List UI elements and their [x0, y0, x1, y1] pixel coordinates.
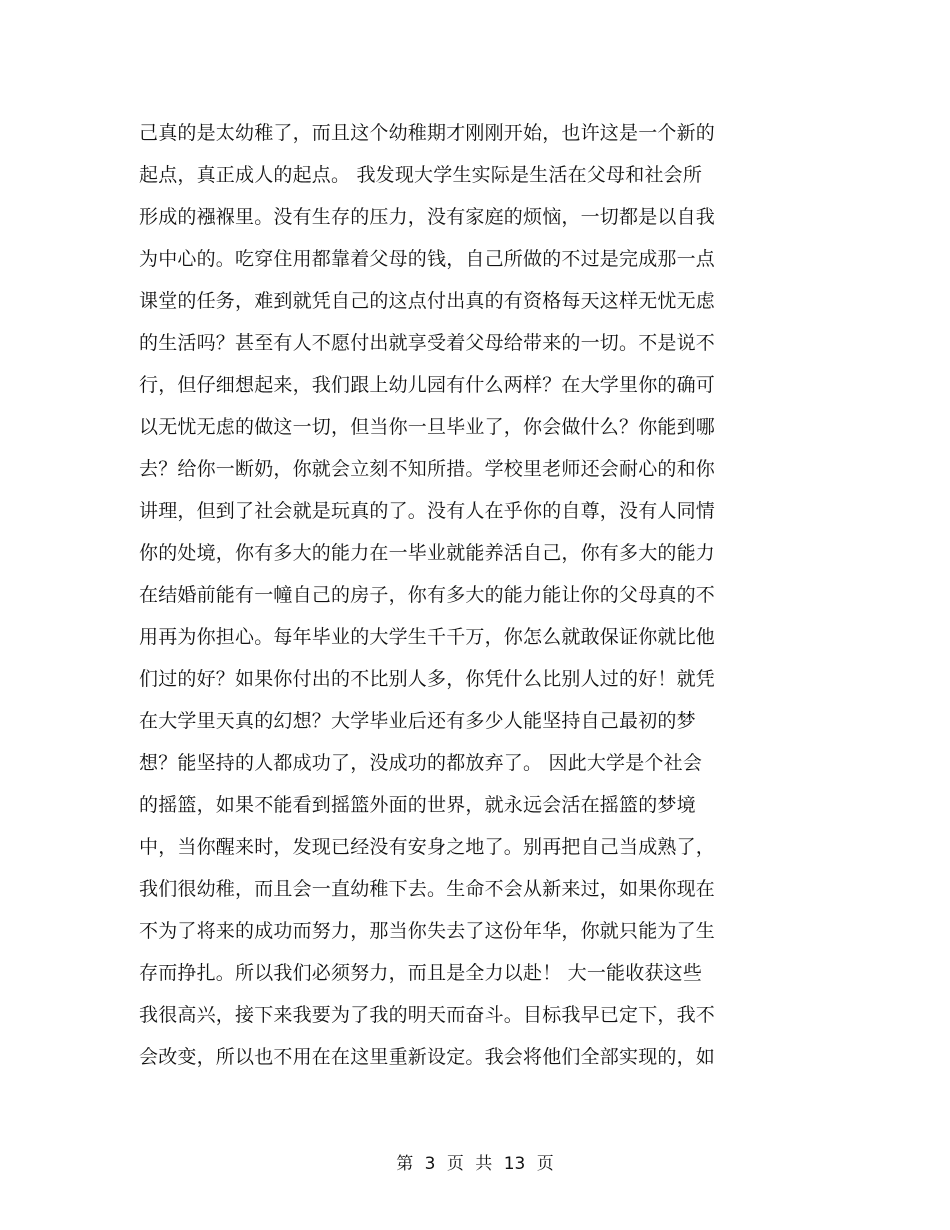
body-text — [139, 112, 799, 1078]
text-line: 去？给你一断奶，你就会立刻不知所措。学校里老师还会耐心的和你 — [139, 458, 716, 480]
text-line: 行，但仔细想起来，我们跟上幼儿园有什么两样？在大学里你的确可 — [139, 374, 716, 396]
text-line: 会改变，所以也不用在在这里重新设定。我会将他们全部实现的，如 — [139, 1046, 716, 1068]
page-number-footer: 第 3 页 共 13 页 — [396, 1154, 554, 1174]
text-line: 讲理，但到了社会就是玩真的了。没有人在乎你的自尊，没有人同情 — [139, 500, 716, 522]
text-line: 为中心的。吃穿住用都靠着父母的钱，自己所做的不过是完成那一点 — [139, 248, 716, 270]
text-line: 想？能坚持的人都成功了，没成功的都放弃了。 因此大学是个社会 — [139, 752, 703, 774]
text-line: 形成的襁褓里。没有生存的压力，没有家庭的烦恼，一切都是以自我 — [139, 206, 716, 228]
text-line: 课堂的任务，难到就凭自己的这点付出真的有资格每天这样无忧无虑 — [139, 290, 716, 312]
text-line: 不为了将来的成功而努力，那当你失去了这份年华，你就只能为了生 — [139, 920, 716, 942]
text-line: 的生活吗？甚至有人不愿付出就享受着父母给带来的一切。不是说不 — [139, 332, 716, 354]
text-line: 在大学里天真的幻想？大学毕业后还有多少人能坚持自己最初的梦 — [139, 710, 696, 732]
text-line: 在结婚前能有一幢自己的房子，你有多大的能力能让你的父母真的不 — [139, 584, 716, 606]
text-line: 我很高兴，接下来我要为了我的明天而奋斗。目标我早已定下，我不 — [139, 1004, 716, 1026]
text-line: 的摇篮，如果不能看到摇篮外面的世界，就永远会活在摇篮的梦境 — [139, 794, 696, 816]
text-line: 己真的是太幼稚了，而且这个幼稚期才刚刚开始，也许这是一个新的 — [139, 122, 716, 144]
text-line: 用再为你担心。每年毕业的大学生千千万，你怎么就敢保证你就比他 — [139, 626, 716, 648]
text-line: 我们很幼稚，而且会一直幼稚下去。生命不会从新来过，如果你现在 — [139, 878, 716, 900]
text-line: 起点，真正成人的起点。 我发现大学生实际是生活在父母和社会所 — [139, 164, 703, 186]
text-line: 存而挣扎。所以我们必须努力，而且是全力以赴！ 大一能收获这些 — [139, 962, 703, 984]
text-line: 以无忧无虑的做这一切，但当你一旦毕业了，你会做什么？你能到哪 — [139, 416, 716, 438]
text-line: 们过的好？如果你付出的不比别人多，你凭什么比别人过的好！就凭 — [139, 668, 716, 690]
text-line: 你的处境，你有多大的能力在一毕业就能养活自己，你有多大的能力 — [139, 542, 716, 564]
text-line: 中，当你醒来时，发现已经没有安身之地了。别再把自己当成熟了， — [139, 836, 716, 858]
